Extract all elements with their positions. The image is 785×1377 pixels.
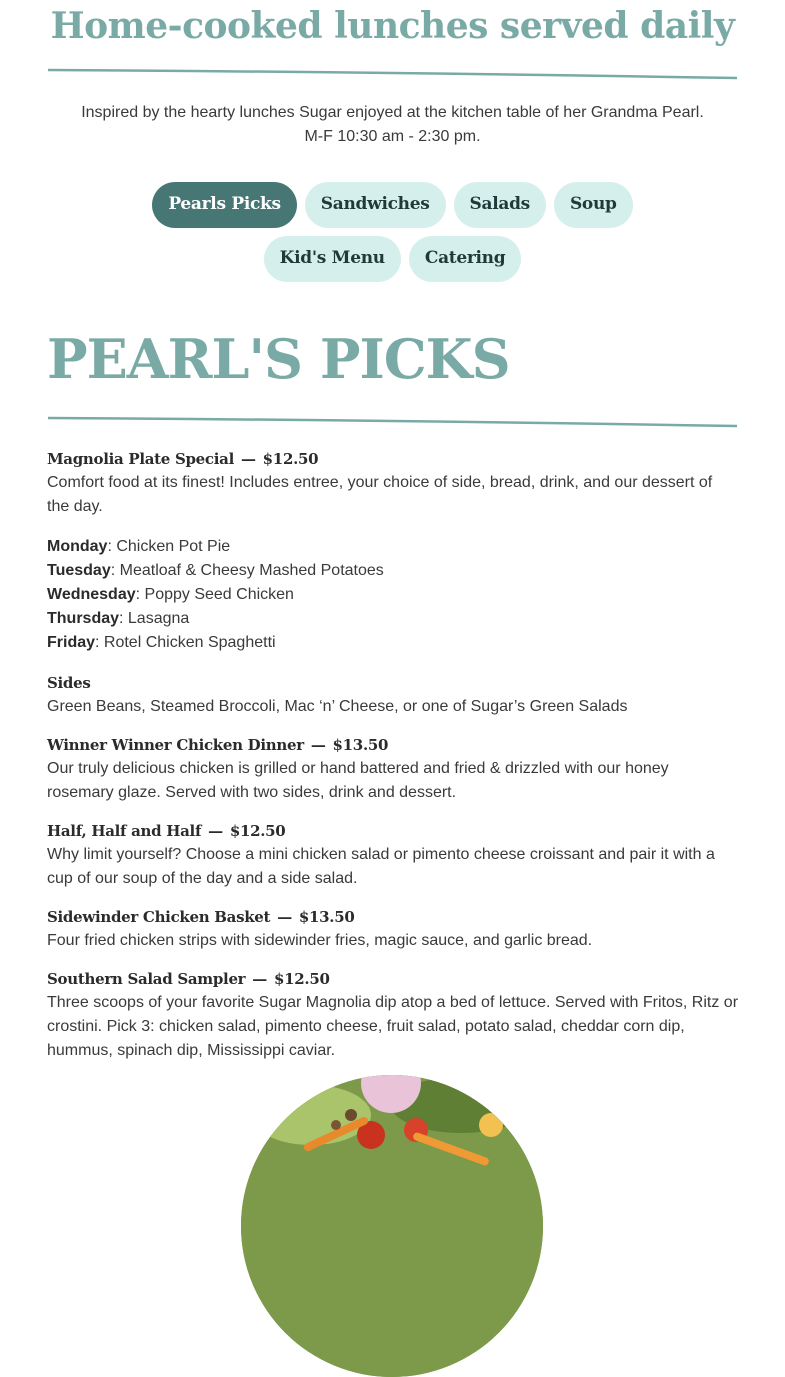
day-dish: : Poppy Seed Chicken bbox=[135, 586, 294, 603]
menu-list bbox=[47, 447, 738, 1077]
page-hero-title: Home-cooked lunches served daily bbox=[50, 5, 735, 47]
day-row bbox=[47, 559, 738, 583]
price-separator: — bbox=[208, 822, 223, 840]
menu-item-half bbox=[47, 819, 738, 891]
divider bbox=[47, 414, 738, 424]
intro-line: Inspired by the hearty lunches Sugar enjoyed at the kitchen table of her Grandma Pearl. bbox=[81, 104, 704, 121]
day-name: Tuesday bbox=[47, 562, 111, 579]
item-price: $13.50 bbox=[332, 736, 389, 754]
day-row bbox=[47, 535, 738, 559]
item-price: $12.50 bbox=[229, 822, 286, 840]
price-separator: — bbox=[240, 450, 256, 468]
section-title: PEARL'S PICKS bbox=[47, 327, 510, 391]
item-price: $12.50 bbox=[274, 970, 330, 988]
tab-catering[interactable]: Catering bbox=[409, 236, 521, 282]
tab-salads[interactable]: Salads bbox=[454, 182, 546, 228]
item-description: Comfort food at its finest! Includes entree, your choice of side, bread, drink, and our dessert of the day. bbox=[47, 474, 713, 515]
day-row bbox=[47, 631, 738, 655]
day-dish: : Lasagna bbox=[119, 610, 190, 627]
item-name: Sides bbox=[47, 674, 91, 692]
day-name: Friday bbox=[47, 634, 96, 651]
item-description: Four fried chicken strips with sidewinder fries, magic sauce, and garlic bread. bbox=[47, 932, 593, 949]
menu-nav-row-1 bbox=[47, 182, 738, 228]
day-dish: : Chicken Pot Pie bbox=[107, 538, 231, 555]
daily-specials bbox=[47, 535, 738, 655]
day-dish: : Rotel Chicken Spaghetti bbox=[95, 634, 276, 651]
day-row bbox=[47, 607, 738, 631]
tab-sandwiches[interactable]: Sandwiches bbox=[305, 182, 446, 228]
day-row bbox=[47, 583, 738, 607]
menu-item-winner bbox=[47, 733, 738, 805]
item-description: Our truly delicious chicken is grilled or hand battered and fried & drizzled with our honey rosemary glaze. Served with two sides, drink and dessert. bbox=[47, 760, 669, 801]
day-name: Wednesday bbox=[47, 586, 136, 603]
tab-pearls-picks[interactable]: Pearls Picks bbox=[152, 182, 296, 228]
intro-text bbox=[47, 101, 738, 149]
price-separator: — bbox=[310, 736, 326, 754]
item-name: Sidewinder Chicken Basket bbox=[47, 908, 271, 926]
item-name: Half, Half and Half bbox=[47, 822, 202, 840]
menu-item-magnolia bbox=[47, 447, 738, 655]
menu-item-southern bbox=[47, 967, 738, 1063]
tab-kids-menu[interactable]: Kid's Menu bbox=[264, 236, 401, 282]
item-description: Three scoops of your favorite Sugar Magnolia dip atop a bed of lettuce. Served with Fritos, Ritz or crostini. Pick 3: chicken salad, pimento cheese, fruit salad, potato salad, cheddar corn dip, hummus, spinach dip, Mississippi caviar. bbox=[47, 994, 739, 1059]
tab-soup[interactable]: Soup bbox=[554, 182, 633, 228]
menu-nav-row-2 bbox=[47, 236, 738, 282]
hours-line: M-F 10:30 am - 2:30 pm. bbox=[304, 128, 481, 145]
salad-photo bbox=[241, 1075, 543, 1377]
price-separator: — bbox=[277, 908, 292, 926]
divider bbox=[47, 66, 738, 76]
item-description: Why limit yourself? Choose a mini chicken salad or pimento cheese croissant and pair it with a cup of our soup of the day and a side salad. bbox=[47, 846, 715, 887]
item-price: $12.50 bbox=[262, 450, 319, 468]
menu-item-sides bbox=[47, 671, 738, 719]
price-separator: — bbox=[252, 970, 267, 988]
item-price: $13.50 bbox=[298, 908, 355, 926]
day-dish: : Meatloaf & Cheesy Mashed Potatoes bbox=[110, 562, 384, 579]
item-name: Winner Winner Chicken Dinner bbox=[47, 736, 304, 754]
day-name: Monday bbox=[47, 538, 108, 555]
menu-item-sidewinder bbox=[47, 905, 738, 953]
day-name: Thursday bbox=[47, 610, 120, 627]
item-name: Southern Salad Sampler bbox=[47, 970, 246, 988]
item-name: Magnolia Plate Special bbox=[47, 450, 234, 468]
item-description: Green Beans, Steamed Broccoli, Mac ‘n’ Cheese, or one of Sugar’s Green Salads bbox=[47, 698, 628, 715]
